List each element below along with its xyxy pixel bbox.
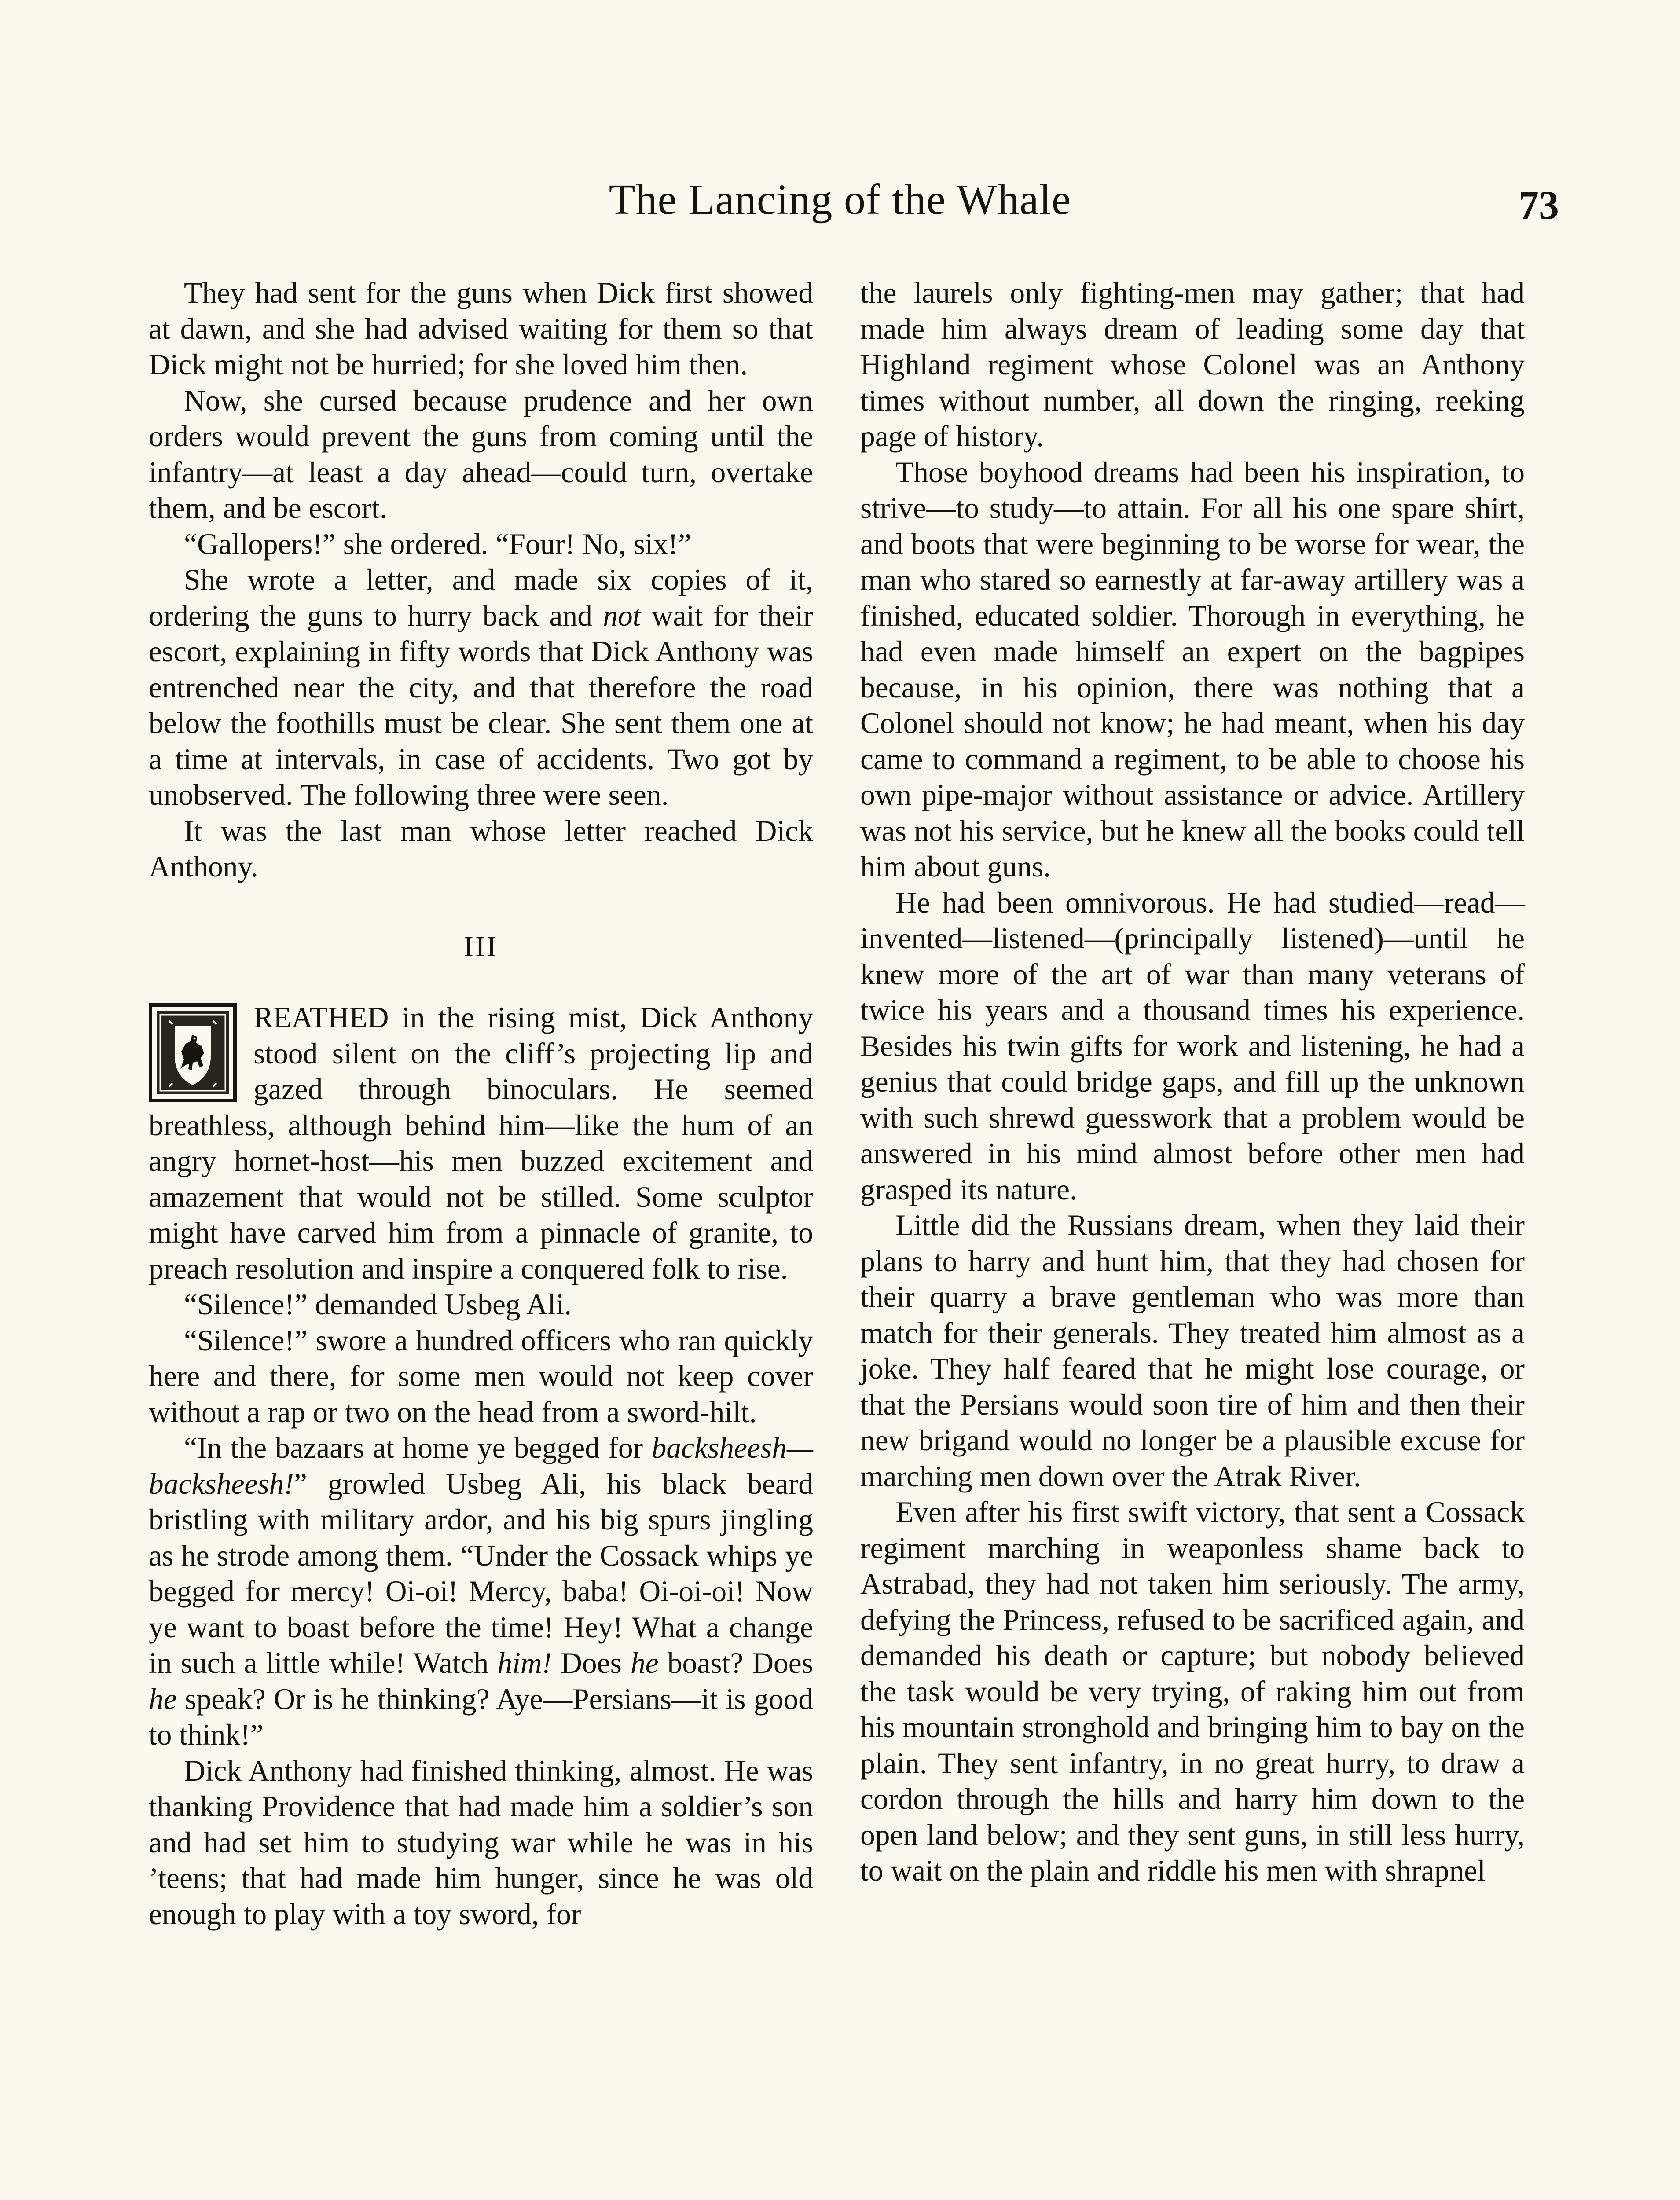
text-run: Does xyxy=(552,1646,631,1679)
paragraph xyxy=(149,562,813,813)
text-run: “In the bazaars at home ye begged for xyxy=(184,1431,652,1464)
page-number: 73 xyxy=(1519,183,1559,227)
section-number: III xyxy=(464,930,498,963)
paragraph: They had sent for the guns when Dick first showed at dawn, and she had advised waiting for them so that Dick might not be hurried; for she loved him then. xyxy=(149,276,813,381)
emphasis: he xyxy=(149,1682,177,1716)
paragraph: Now, she cursed because prudence and her own orders would prevent the guns from coming until the infantry—at least a day ahead—could turn, overtake them, and be escort. xyxy=(149,384,813,524)
paragraph: “Gallopers!” she ordered. “Four! No, six!” xyxy=(184,527,691,561)
text-run: boast? Does xyxy=(658,1646,814,1679)
paragraph: He had been omnivorous. He had studied—read—invented—listened—(principally listened)—until he knew more of the art of war than many veterans of twice his years and a thousand times his experience. Besides his twin gifts for work and listening, he had a genius that could bridge gaps, and fill up the unknown with such shrewd guesswork that a problem would be answered in his mind almost before other men had grasped its nature. xyxy=(860,886,1525,1206)
paragraph xyxy=(149,1430,813,1753)
running-title: The Lancing of the Whale xyxy=(609,176,1071,224)
text-run: wait for their escort, explaining in fifty words that Dick Anthony was entrenched near the city, and that therefore the road below the foothills must be clear. She sent them one at a time at intervals, in case of accidents. Two got by unobserved. The following three were seen. xyxy=(149,599,813,811)
drop-cap xyxy=(149,1003,237,1102)
paragraph: Even after his first swift victory, that sent a Cossack regiment marching in weaponless shame back to Astrabad, they had not taken him seriously. The army, defying the Princess, refused to be sacrificed again, and demanded his death or capture; but nobody believed the task would be very trying, of raking him out from his mountain stronghold and bringing him to bay on the plain. They sent infantry, in no great hurry, to draw a cordon through the hills and harry him down to the open land below; and they sent guns, in still less hurry, to wait on the plain and riddle his men with shrapnel xyxy=(860,1496,1525,1887)
text-run: ” growled Usbeg Ali, his black beard bristling with military ardor, and his big spurs jingling as he strode among them. “Under the Cossack whips ye begged for mercy! Oi-oi! Mercy, baba! Oi-oi-oi! Now ye want to boast before the time! Hey! What a change in such a little while! Watch xyxy=(149,1467,813,1679)
emphasis: backsheesh—backsheesh! xyxy=(149,1431,813,1500)
paragraph: “Silence!” swore a hundred officers who ran quickly here and there, for some men would not keep cover without a rap or two on the head from a sword-hilt. xyxy=(149,1324,813,1429)
emphasis: he xyxy=(630,1646,659,1679)
emphasis: him! xyxy=(497,1646,552,1679)
emphasis: not xyxy=(603,599,641,632)
text-run: She wrote a letter, and made six copies of it, ordering the guns to hurry back and xyxy=(149,563,813,632)
opening-paragraph xyxy=(149,1000,813,1287)
paragraph: “Silence!” demanded Usbeg Ali. xyxy=(184,1288,572,1321)
paragraph: Those boyhood dreams had been his inspiration, to strive—to study—to attain. For all his one spare shirt, and boots that were beginning to be worse for wear, the man who stared so earnestly at far-away artillery was a finished, educated soldier. Thorough in everything, he had even made himself an expert on the bagpipes because, in his opinion, there was nothing that a Colonel should not know; he had meant, when his day came to command a regiment, to be able to choose his own pipe-major without assistance or advice. Artillery was not his service, but he knew all the books could tell him about guns. xyxy=(860,455,1525,883)
left-column xyxy=(149,275,813,1932)
paragraph: Little did the Russians dream, when they laid their plans to harry and hunt him, that they had chosen for their quarry a brave gentleman who was more than match for their generals. They treated him almost as a joke. They half feared that he might lose courage, or that the Persians would soon tire of him and then their new brigand would no longer be a plausible excuse for marching men down over the Atrak River. xyxy=(860,1209,1525,1493)
lion-shield-icon xyxy=(149,1003,237,1102)
text-run: in the rising mist, Dick Anthony stood silent on the cliff’s projecting lip and gazed through binoculars. He seemed breathless, although behind him—like the hum of an angry hornet-host—his men buzzed excitement and amazement that would not be stilled. Some sculptor might have carved him from a pinnacle of granite, to preach resolution and inspire a conquered folk to rise. xyxy=(149,1001,813,1285)
opening-word: REATHED xyxy=(253,1001,389,1034)
right-column xyxy=(860,275,1525,1889)
paragraph: the laurels only fighting-men may gather; that had made him always dream of leading some day that Highland regiment whose Colonel was an Anthony times without number, all down the ringing, reeking page of history. xyxy=(860,276,1525,453)
paragraph: It was the last man whose letter reached Dick Anthony. xyxy=(149,814,813,883)
paragraph: Dick Anthony had finished thinking, almost. He was thanking Providence that had made him a soldier’s son and had set him to studying war while he was in his ’teens; that had made him hunger, since he was old enough to play with a toy sword, for xyxy=(149,1754,813,1931)
text-run: speak? Or is he thinking? Aye—Persians—it is good to think!” xyxy=(149,1682,813,1751)
